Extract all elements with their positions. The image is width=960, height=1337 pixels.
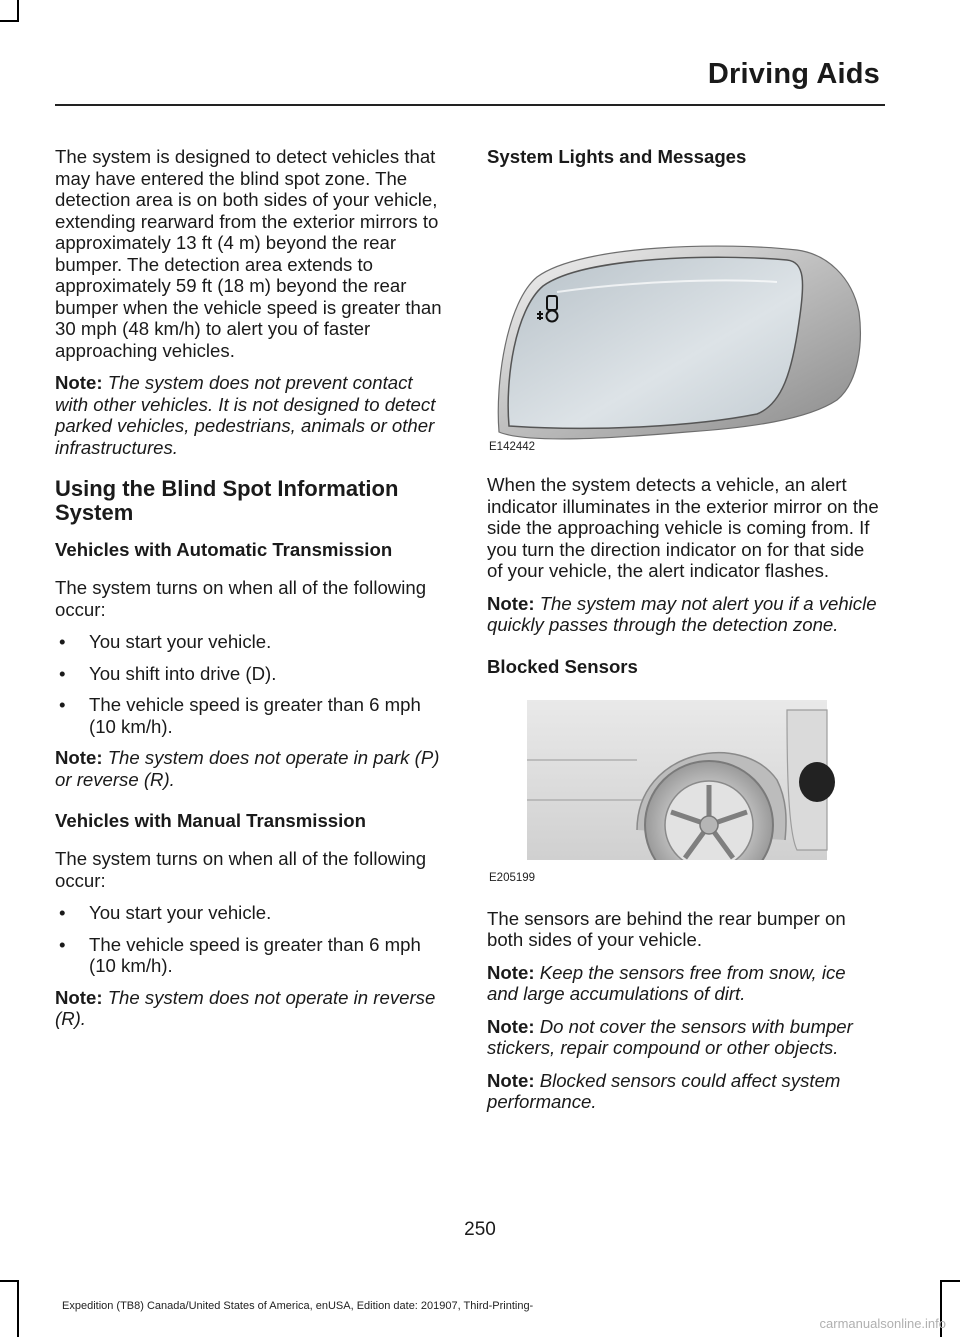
note	[55, 747, 448, 790]
note-text: Do not cover the sensors with bumper stickers, repair compound or other objects.	[487, 1015, 853, 1058]
subsection-heading-automatic: Vehicles with Automatic Transmission	[55, 539, 393, 560]
note	[487, 962, 880, 1005]
note	[55, 987, 448, 1030]
page-title: Driving Aids	[707, 58, 880, 90]
subsection-heading-blocked: Blocked Sensors	[487, 655, 638, 677]
manual-intro: The system turns on when all of the following occur:	[55, 848, 427, 891]
note-text: The system may not alert you if a vehicle quickly passes through the detection zone.	[487, 592, 877, 635]
page-number: 250	[464, 1219, 496, 1240]
note	[487, 1070, 880, 1113]
automatic-conditions-list	[55, 631, 448, 737]
note-label: Note:	[55, 747, 103, 768]
note-label: Note:	[55, 986, 103, 1008]
note	[55, 372, 448, 458]
mirror-figure	[487, 182, 880, 460]
list-item: • You shift into drive (D).	[55, 663, 448, 685]
subsection-heading-manual: Vehicles with Manual Transmission	[55, 810, 367, 831]
note-label: Note:	[487, 961, 535, 983]
mirror-illustration	[487, 182, 880, 460]
footer-edition: Expedition (TB8) Canada/United States of America, enUSA, Edition date: 201907, Third-Printing-	[62, 1300, 534, 1312]
header-divider	[55, 104, 885, 106]
crop-mark	[17, 1280, 19, 1337]
rear-bumper-illustration	[487, 690, 880, 892]
note-label: Note:	[487, 592, 535, 614]
note-text: The system does not operate in reverse (R).	[55, 986, 436, 1029]
list-item: • You start your vehicle.	[55, 631, 448, 653]
note-text: The system does not operate in park (P) or reverse (R).	[55, 747, 440, 790]
list-item: • The vehicle speed is greater than 6 mph (10 km/h).	[55, 934, 448, 977]
figure-code: E205199	[489, 872, 536, 884]
list-item: • The vehicle speed is greater than 6 mph (10 km/h).	[55, 694, 448, 737]
bumper-figure	[487, 690, 880, 892]
figure-code: E142442	[489, 440, 536, 453]
list-item: • You start your vehicle.	[55, 902, 448, 924]
note-text: The system does not prevent contact with other vehicles. It is not designed to detect parked vehicles, pedestrians, animals or other infrastructures.	[55, 372, 436, 458]
crop-mark	[17, 0, 19, 22]
subsection-heading-lights: System Lights and Messages	[487, 146, 747, 167]
section-heading: Using the Blind Spot Information System	[55, 476, 399, 525]
intro-paragraph: The system is designed to detect vehicles that may have entered the blind spot zone. The detection area is on both sides of your vehicle, extending rearward from the exterior mirrors to approximately 13 ft (4 m) beyond the rear bumper. The detection area extends to approximately 59 ft (18 m) beyond the rear bumper when the vehicle speed is greater than 30 mph (48 km/h) to alert you of faster approaching vehicles.	[55, 146, 442, 361]
note-label: Note:	[487, 1069, 535, 1091]
watermark: carmanualsonline.info	[819, 1316, 946, 1331]
right-column	[487, 146, 880, 1124]
note-text: Keep the sensors free from snow, ice and large accumulations of dirt.	[487, 961, 846, 1004]
note	[487, 593, 880, 636]
lights-paragraph: When the system detects a vehicle, an alert indicator illuminates in the exterior mirror on the side the approaching vehicle is coming from. If you turn the direction indicator on for that side of your vehicle, the alert indicator flashes.	[487, 474, 879, 581]
manual-conditions-list	[55, 902, 448, 977]
note-label: Note:	[55, 372, 103, 393]
crop-mark	[0, 20, 19, 22]
note	[487, 1016, 880, 1059]
left-column	[55, 146, 448, 1041]
note-text: Blocked sensors could affect system performance.	[487, 1069, 841, 1112]
crop-mark	[940, 1280, 960, 1282]
blocked-paragraph: The sensors are behind the rear bumper on both sides of your vehicle.	[487, 907, 846, 950]
crop-mark	[0, 1280, 19, 1282]
sensor-location-marker	[799, 762, 835, 802]
note-label: Note:	[487, 1015, 535, 1037]
automatic-intro: The system turns on when all of the following occur:	[55, 577, 427, 620]
